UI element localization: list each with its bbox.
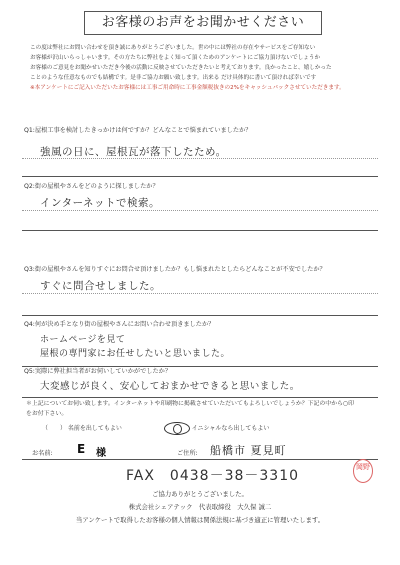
address-label: ご住所: — [177, 450, 198, 457]
ruled-line — [22, 210, 378, 211]
publish-consent — [26, 399, 378, 419]
name-field[interactable]: E — [77, 442, 86, 456]
question-5 — [22, 367, 378, 398]
privacy-note: 当アンケートで取得したお客様の個人情報は関係法規に基づき適正に管理いたします。 — [75, 516, 325, 524]
question-label: Q3:街の屋根やさんを知りすぐにお問合せ頂けましたか？もし悩まれたとしたらどんなことが不安でしたか？ — [24, 266, 326, 273]
ruled-line — [22, 158, 378, 159]
name-honorific: 様 — [96, 448, 106, 459]
address-field[interactable]: 船橋市 夏見町 — [210, 444, 287, 457]
question-label: Q4:何が決め手となり街の屋根やさんにお問い合わせ頂きましたか？ — [24, 321, 215, 328]
choice-marker-circled — [164, 422, 190, 435]
intro-line: お客様のご意見をお聞かせいただき今後の活動に反映させていただきたいと考えております。良かったこと、嬉しかった — [30, 65, 332, 71]
option-name[interactable]: （ ） 名前を出してもよい — [42, 425, 122, 432]
question-2 — [22, 182, 378, 231]
cashback-note: ※本アンケートにご記入いただいたお客様には工事ご用命時に工事金額税抜きの2%をキャッシュバックさせていただきます。 — [30, 85, 345, 91]
answer-text[interactable]: すぐに問合せしました。 — [40, 280, 161, 292]
answer-text[interactable]: インターネットで検索。 — [40, 197, 161, 209]
fax-number: FAX 0438－38－3310 — [126, 468, 300, 484]
customer-info-row — [22, 443, 378, 460]
question-label: Q1:屋根工事を検討したきっかけは何ですか？どんなことで悩まれていましたか？ — [24, 127, 252, 134]
question-1 — [22, 126, 378, 177]
seal-stamp: 岡野 — [353, 459, 373, 483]
name-label: お名前: — [32, 450, 53, 457]
answer-text[interactable]: 強風の日に、屋根瓦が落下したため。 — [40, 146, 227, 158]
intro-line: お客様が沢山いらっしゃいます。その方たちに弊社をよく知って頂くためのアンケートにご協力頂けないでしょうか — [30, 55, 321, 61]
consent-options — [42, 422, 309, 435]
answer-text[interactable]: ホームページを見て — [40, 335, 126, 345]
choice-marker: （ ） — [42, 425, 67, 432]
option-initial[interactable]: イニシャルなら出してもよい — [164, 422, 270, 435]
form-title: お客様のお声をお聞かせください — [84, 11, 322, 35]
answer-text[interactable]: 屋根の専門家にお任せしたいと思いました。 — [40, 349, 231, 359]
thanks-text: ご協力ありがとうございました。 — [152, 490, 248, 498]
consent-question: をお付下さい。 — [26, 411, 68, 417]
intro-line: ことのような任意なものでも結構です。是非ご協力お願い致します。出来る だけ具体的に書いて頂ければ幸いです — [30, 75, 317, 81]
consent-question: ＊上記についてお伺い致します。インターネットや印刷物に掲載させていただいてもよろしいでしょうか？下記の中から○印 — [26, 401, 355, 407]
question-label: Q5:実際に弊社担当者がお伺いしていかがでしたか？ — [24, 368, 172, 375]
ruled-line — [22, 293, 378, 294]
question-3 — [22, 265, 378, 316]
answer-text[interactable]: 大変感じが良く、安心しておまかせできると思いました。 — [40, 381, 300, 392]
question-4 — [22, 320, 378, 367]
question-label: Q2:街の屋根やさんをどのように探しましたか？ — [24, 183, 159, 190]
intro-line: この度は弊社にお問い合わせを頂き誠にありがとうございました。世の中には弊社の存在やサービスをご存知ない — [30, 45, 316, 51]
company-name: 株式会社シェアテック 代表取締役 大久保 誠二 — [128, 503, 272, 511]
intro-text — [30, 43, 380, 93]
